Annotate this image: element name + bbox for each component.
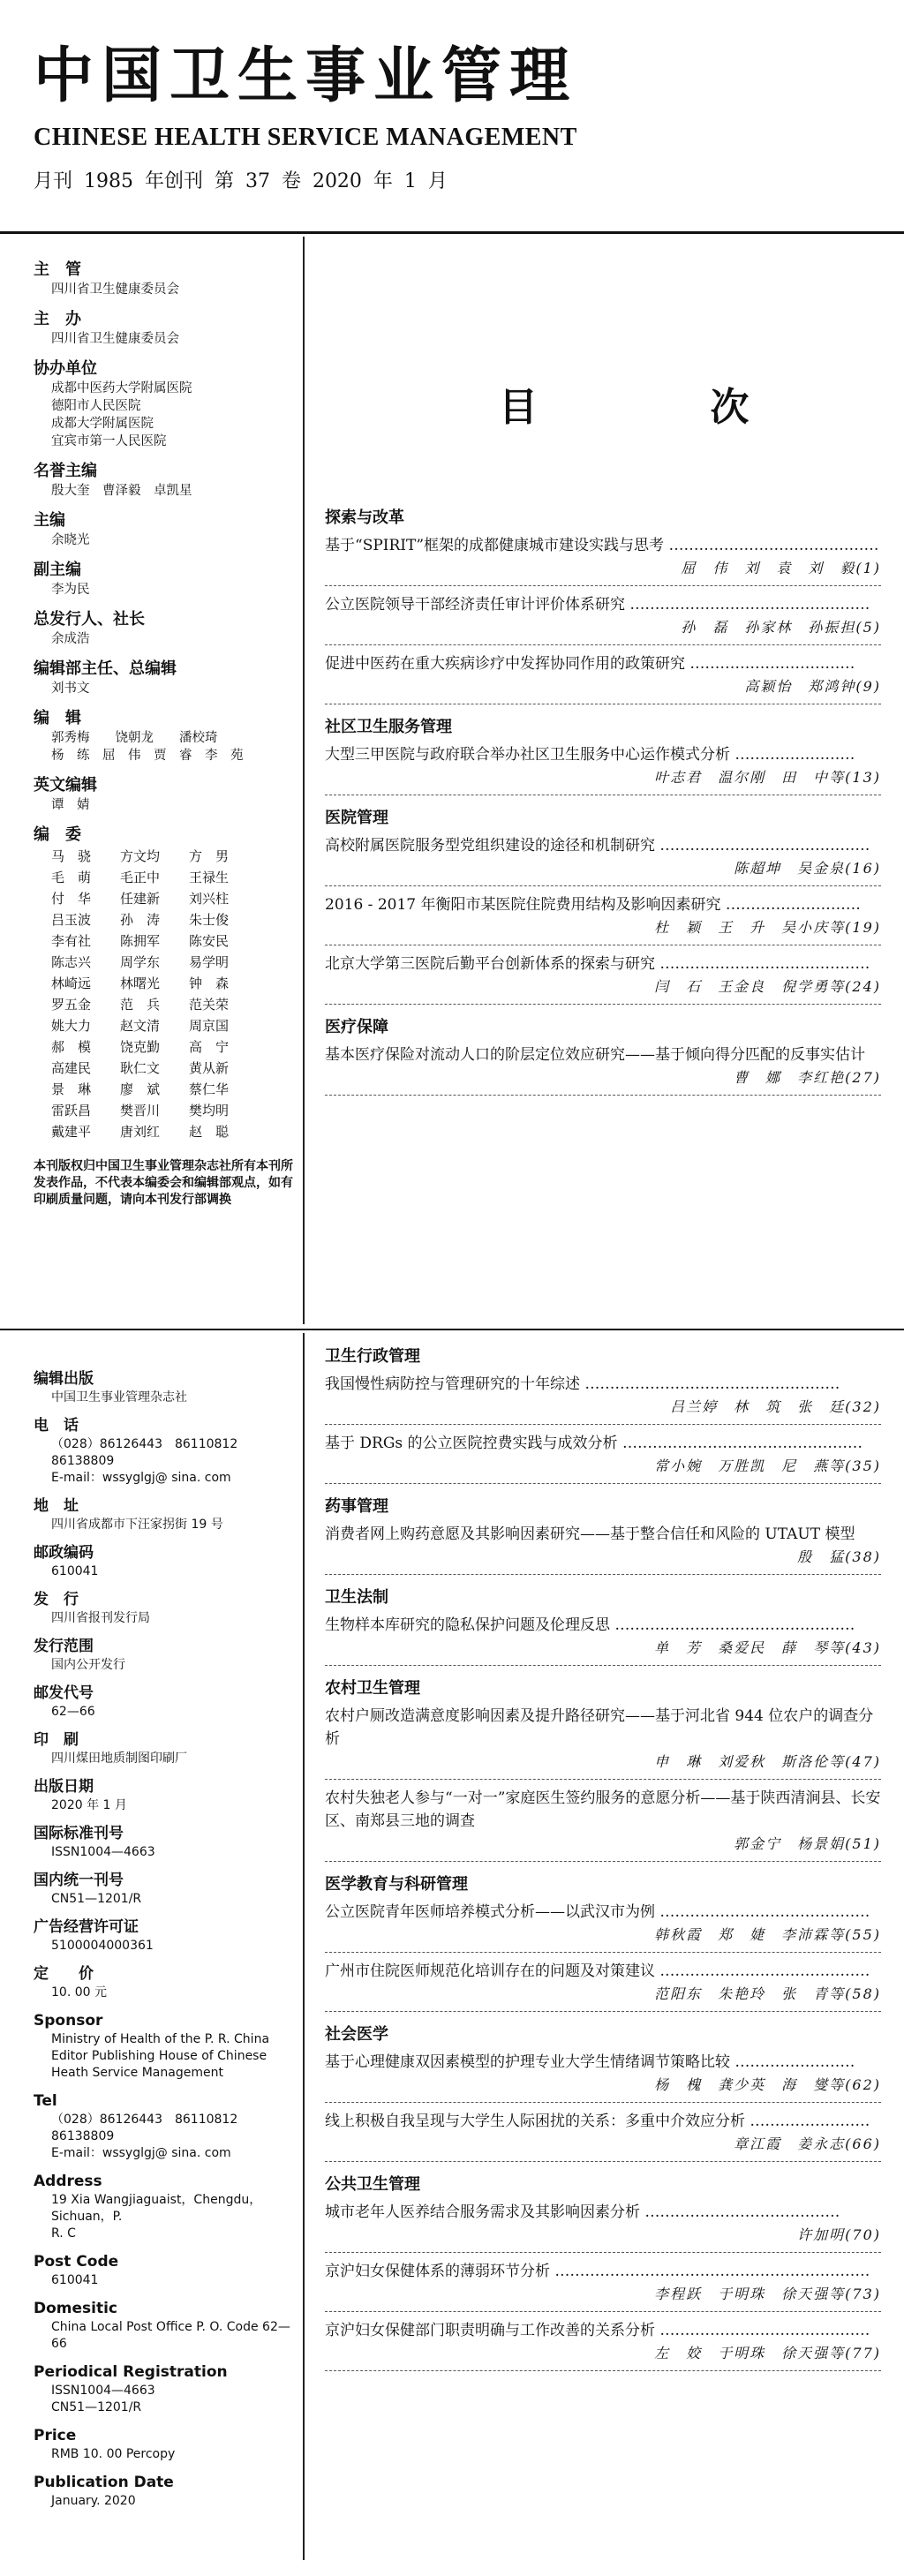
board-label: 编 委 — [34, 825, 81, 844]
info-value: ISSN1004—4663 — [51, 1845, 155, 1859]
article-authors-page: 叶志君 温尔刚 田 中等(13) — [654, 769, 881, 786]
article-title: 消费者网上购药意愿及其影响因素研究——基于整合信任和风险的 UTAUT 模型 — [325, 1525, 855, 1543]
board-member: 毛 萌 — [51, 870, 92, 885]
article-title: 基于心理健康双因素模型的护理专业大学生情绪调节策略比较 …………………… — [325, 2053, 855, 2071]
article-authors-page: 杜 颖 王 升 吴小庆等(19) — [654, 919, 881, 936]
info-value: 19 Xia Wangjiaguaist，Chengdu，Sichuan，P. — [51, 2193, 262, 2224]
info-label: Publication Date — [34, 2474, 174, 2491]
info-value: 四川省报刊发行局 — [51, 1611, 150, 1625]
toc-entry — [325, 743, 881, 789]
article-title: 京沪妇女保健部门职责明确与工作改善的关系分析 …………………………………… — [325, 2322, 870, 2339]
masthead-sidebar — [34, 249, 298, 1209]
entry-separator — [325, 1779, 881, 1780]
article-authors-page: 申 琳 刘爱秋 斯洛伦等(47) — [654, 1753, 881, 1770]
board-member: 朱士俊 — [189, 912, 230, 928]
article-title: 我国慢性病防控与管理研究的十年综述 …………………………………………… — [325, 1375, 840, 1393]
article-title: 京沪妇女保健体系的薄弱环节分析 ……………………………………………………… — [325, 2263, 870, 2280]
info-value: 四川煤田地质制图印刷厂 — [51, 1751, 187, 1766]
toc-section-heading: 社会医学 — [325, 2025, 388, 2044]
entry-separator — [325, 1004, 881, 1005]
toc-entry — [325, 2260, 881, 2306]
info-label: 编辑出版 — [34, 1370, 94, 1388]
entry-separator — [325, 1483, 881, 1484]
article-authors-page: 吕兰婷 林 筑 张 廷(32) — [670, 1398, 881, 1415]
board-member: 樊均明 — [189, 1103, 230, 1119]
info-value: January. 2020 — [51, 2494, 136, 2508]
copyright-note: 本刊版权归中国卫生事业管理杂志社所有本刊所发表作品，不代表本编委会和编辑部观点，如有印刷质量问题，请向本刊发行部调换 — [34, 1159, 293, 1207]
info-value: 成都大学附属医院 — [51, 417, 154, 431]
toc-section-heading: 公共卫生管理 — [325, 2175, 420, 2194]
info-value: Ministry of Health of the P. R. China — [51, 2032, 270, 2046]
info-label: 国际标准刊号 — [34, 1825, 124, 1842]
article-authors-page: 许加明(70) — [797, 2226, 881, 2243]
board-member: 马 骁 — [51, 848, 92, 864]
toc-section-heading: 探索与改革 — [325, 508, 404, 527]
toc-entry — [325, 652, 881, 698]
info-label: 定 价 — [34, 1965, 94, 1983]
article-authors-page: 屈 伟 刘 袁 刘 毅(1) — [681, 560, 881, 576]
article-title: 农村户厕改造满意度影响因素及提升路径研究——基于河北省 944 位农户的调查分析 — [325, 1707, 874, 1748]
board-member: 钟 森 — [189, 975, 230, 991]
info-value: Heath Service Management — [51, 2066, 223, 2080]
board-member: 易学明 — [189, 954, 230, 970]
article-title: 2016 - 2017 年衡阳市某医院住院费用结构及影响因素研究 ……………………… — [325, 896, 861, 914]
entry-separator — [325, 585, 881, 586]
toc-entry — [325, 2051, 881, 2097]
column-divider-top — [303, 237, 305, 1324]
toc-entry — [325, 593, 881, 639]
editorial-board-list — [34, 846, 298, 1142]
toc-section-heading: 医院管理 — [325, 809, 388, 827]
article-authors-page: 左 姣 于明珠 徐天强等(77) — [654, 2345, 881, 2361]
toc-section-heading: 医疗保障 — [325, 1018, 388, 1036]
publication-info-sidebar — [34, 1360, 298, 2510]
toc-entry — [325, 1043, 881, 1089]
info-value: 余晓光 — [51, 533, 90, 547]
article-title: 公立医院领导干部经济责任审计评价体系研究 ………………………………………… — [325, 596, 870, 614]
toc-title: 目 次 — [499, 385, 829, 430]
info-value: 10. 00 元 — [51, 1985, 107, 2000]
article-authors-page: 单 芳 桑爱民 薛 琴等(43) — [654, 1639, 881, 1656]
toc-entry — [325, 1705, 881, 1774]
board-member: 唐刘红 — [120, 1124, 161, 1140]
entry-separator — [325, 644, 881, 645]
info-value: Editor Publishing House of Chinese — [51, 2049, 267, 2063]
board-member: 饶克勤 — [120, 1039, 161, 1055]
info-value: 余成浩 — [51, 632, 90, 646]
board-member: 任建新 — [120, 891, 161, 907]
board-member: 黄从新 — [189, 1060, 230, 1076]
article-title: 线上积极自我呈现与大学生人际困扰的关系：多重中介效应分析 …………………… — [325, 2113, 870, 2130]
info-label: Domesitic — [34, 2300, 118, 2317]
board-member: 姚大力 — [51, 1018, 92, 1034]
toc-entry — [325, 953, 881, 998]
board-member: 方文均 — [120, 848, 161, 864]
column-divider-bottom — [303, 1333, 305, 2560]
board-member: 耿仁文 — [120, 1060, 161, 1076]
article-title: 基于 DRGs 的公立医院控费实践与成效分析 ………………………………………… — [325, 1435, 863, 1452]
info-value: 62—66 — [51, 1705, 95, 1719]
info-label: 编辑部主任、总编辑 — [34, 659, 177, 678]
info-label: 出版日期 — [34, 1778, 94, 1796]
article-title: 基于“SPIRIT”框架的成都健康城市建设实践与思考 …………………………………… — [325, 537, 879, 554]
entry-separator — [325, 1665, 881, 1666]
article-authors-page: 常小婉 万胜凯 尼 燕等(35) — [654, 1457, 881, 1474]
board-member: 刘兴柱 — [189, 891, 230, 907]
article-title: 城市老年人医养结合服务需求及其影响因素分析 ………………………………… — [325, 2203, 840, 2221]
info-value: ISSN1004—4663 — [51, 2384, 155, 2398]
toc-entry — [325, 2201, 881, 2247]
toc-entry — [325, 834, 881, 880]
article-authors-page: 殷 猛(38) — [797, 1548, 881, 1565]
toc-section-heading: 农村卫生管理 — [325, 1679, 420, 1698]
info-label: Post Code — [34, 2253, 119, 2271]
toc-section-heading: 医学教育与科研管理 — [325, 1875, 468, 1894]
entry-separator — [325, 885, 881, 886]
info-value: RMB 10. 00 Percopy — [51, 2447, 176, 2461]
info-value: CN51—1201/R — [51, 1892, 142, 1906]
board-member: 林曙光 — [120, 975, 161, 991]
info-label: Address — [34, 2173, 102, 2190]
toc-top-column — [325, 508, 881, 1103]
article-authors-page: 李程跃 于明珠 徐天强等(73) — [654, 2286, 881, 2302]
info-value: 谭 婧 — [51, 798, 90, 812]
board-member: 陈志兴 — [51, 954, 92, 970]
toc-bottom-column — [325, 1346, 881, 2378]
article-authors-page: 章江霞 姜永志(66) — [734, 2135, 881, 2152]
info-value: 刘书文 — [51, 682, 90, 696]
article-authors-page: 孙 磊 孙家林 孙振担(5) — [681, 619, 881, 636]
article-authors-page: 范阳东 朱艳玲 张 青等(58) — [654, 1985, 881, 2002]
info-value: 成都中医药大学附属医院 — [51, 381, 192, 395]
entry-separator — [325, 1424, 881, 1425]
info-label: 邮发代号 — [34, 1684, 94, 1702]
entry-separator — [325, 2102, 881, 2103]
info-value: 殷大奎 曹泽毅 卓凯星 — [51, 484, 192, 498]
article-title: 公立医院青年医师培养模式分析——以武汉市为例 …………………………………… — [325, 1903, 870, 1921]
info-value: 610041 — [51, 1564, 99, 1578]
info-value: E-mail：wssyglgj@ sina. com — [51, 1471, 231, 1485]
info-label: 发 行 — [34, 1591, 79, 1608]
info-value: 李为民 — [51, 583, 90, 597]
info-label: 发行范围 — [34, 1638, 94, 1655]
info-value: 66 — [51, 2337, 67, 2351]
toc-section-heading: 社区卫生服务管理 — [325, 718, 452, 736]
info-value: 德阳市人民医院 — [51, 399, 141, 413]
info-label: Periodical Registration — [34, 2363, 228, 2381]
toc-entry — [325, 1960, 881, 2006]
info-value: 2020 年 1 月 — [51, 1798, 127, 1812]
info-value: 杨 练 屈 伟 贾 睿 李 苑 — [51, 749, 244, 763]
info-label: Sponsor — [34, 2012, 103, 2030]
journal-title-en: CHINESE HEALTH SERVICE MANAGEMENT — [34, 124, 577, 151]
board-member: 蔡仁华 — [189, 1081, 230, 1097]
toc-entry — [325, 1901, 881, 1947]
article-authors-page: 郭金宁 杨景娟(51) — [734, 1835, 881, 1852]
info-label: 印 刷 — [34, 1731, 79, 1749]
board-member: 付 华 — [51, 891, 92, 907]
article-authors-page: 曹 娜 李红艳(27) — [734, 1069, 881, 1086]
entry-separator — [325, 2311, 881, 2312]
middle-rule — [0, 1329, 904, 1330]
info-label: 主编 — [34, 511, 65, 530]
board-member: 范 兵 — [120, 997, 161, 1013]
article-title: 基本医疗保险对流动人口的阶层定位效应研究——基于倾向得分匹配的反事实估计 — [325, 1046, 865, 1064]
entry-separator — [325, 1952, 881, 1953]
info-value: 四川省成都市下汪家拐街 19 号 — [51, 1518, 223, 1532]
masthead — [34, 42, 881, 193]
info-value: 宜宾市第一人民医院 — [51, 434, 167, 448]
entry-separator — [325, 1861, 881, 1862]
info-label: 主 办 — [34, 310, 81, 328]
info-label: 国内统一刊号 — [34, 1872, 124, 1889]
board-member: 孙 涛 — [120, 912, 161, 928]
toc-section-heading: 药事管理 — [325, 1497, 388, 1516]
article-title: 大型三甲医院与政府联合举办社区卫生服务中心运作模式分析 …………………… — [325, 746, 855, 764]
info-value: 四川省卫生健康委员会 — [51, 332, 179, 346]
info-value: E-mail：wssyglgj@ sina. com — [51, 2146, 231, 2160]
info-label: 英文编辑 — [34, 776, 97, 795]
board-member: 陈拥军 — [120, 933, 161, 949]
board-member: 吕玉波 — [51, 912, 92, 928]
info-label: 电 话 — [34, 1417, 79, 1435]
toc-entry — [325, 1787, 881, 1856]
toc-section-heading: 卫生行政管理 — [325, 1347, 420, 1366]
board-member: 戴建平 — [51, 1124, 92, 1140]
board-member: 林崎远 — [51, 975, 92, 991]
info-label: 主 管 — [34, 260, 81, 279]
info-label: 名誉主编 — [34, 462, 97, 480]
info-label: Tel — [34, 2092, 57, 2110]
entry-separator — [325, 2161, 881, 2162]
toc-entry — [325, 1373, 881, 1419]
entry-separator — [325, 2011, 881, 2012]
article-title: 促进中医药在重大疾病诊疗中发挥协同作用的政策研究 …………………………… — [325, 655, 855, 673]
entry-separator — [325, 2370, 881, 2371]
board-member: 罗五金 — [51, 997, 92, 1013]
info-value: 610041 — [51, 2273, 99, 2287]
info-value: 中国卫生事业管理杂志社 — [51, 1390, 187, 1405]
board-member: 高建民 — [51, 1060, 92, 1076]
info-value: R. C — [51, 2226, 76, 2241]
board-member: 周学东 — [120, 954, 161, 970]
issue-line: 月刊 1985 年创刊 第 37 卷 2020 年 1 月 — [34, 170, 448, 192]
toc-entry — [325, 1523, 881, 1569]
board-member: 雷跃昌 — [51, 1103, 92, 1119]
board-member: 方 男 — [189, 848, 230, 864]
info-label: 编 辑 — [34, 709, 81, 727]
info-value: （028）86126443 86110812 86138809 — [51, 1437, 251, 1468]
top-rule — [0, 231, 904, 234]
article-title: 广州市住院医师规范化培训存在的问题及对策建议 …………………………………… — [325, 1962, 870, 1980]
article-title: 农村失独老人参与“一对一”家庭医生签约服务的意愿分析——基于陕西清涧县、长安区、南郑县三地的调查 — [325, 1789, 881, 1830]
board-member: 范关荣 — [189, 997, 230, 1013]
article-title: 北京大学第三医院后勤平台创新体系的探索与研究 …………………………………… — [325, 955, 870, 973]
board-member: 毛正中 — [120, 870, 161, 885]
info-value: （028）86126443 86110812 86138809 — [51, 2113, 251, 2143]
board-member: 周京国 — [189, 1018, 230, 1034]
toc-entry — [325, 2319, 881, 2365]
info-label: 广告经营许可证 — [34, 1918, 139, 1936]
article-title: 高校附属医院服务型党组织建设的途径和机制研究 …………………………………… — [325, 837, 870, 855]
toc-section-heading: 卫生法制 — [325, 1588, 388, 1607]
board-member: 廖 斌 — [120, 1081, 161, 1097]
board-member: 李有社 — [51, 933, 92, 949]
entry-separator — [325, 1574, 881, 1575]
article-authors-page: 闫 石 王金良 倪学勇等(24) — [654, 978, 881, 995]
toc-entry — [325, 2110, 881, 2156]
entry-separator — [325, 1095, 881, 1096]
board-member: 陈安民 — [189, 933, 230, 949]
info-label: 协办单位 — [34, 359, 97, 378]
toc-entry — [325, 893, 881, 939]
info-value: 四川省卫生健康委员会 — [51, 282, 179, 297]
toc-entry — [325, 1432, 881, 1478]
article-authors-page: 杨 槐 龚少英 海 燮等(62) — [654, 2076, 881, 2093]
info-value: China Local Post Office P. O. Code 62— — [51, 2320, 290, 2334]
info-label: Price — [34, 2427, 77, 2444]
info-value: 郭秀梅 饶朝龙 潘校琦 — [51, 731, 218, 745]
board-member: 高 宁 — [189, 1039, 230, 1055]
journal-title-cn: 中国卫生事业管理 — [34, 41, 578, 111]
info-label: 副主编 — [34, 561, 81, 579]
article-authors-page: 韩秋霞 郑 婕 李沛霖等(55) — [654, 1926, 881, 1943]
article-title: 生物样本库研究的隐私保护问题及伦理反思 ………………………………………… — [325, 1616, 855, 1634]
entry-separator — [325, 2252, 881, 2253]
board-member: 樊晋川 — [120, 1103, 161, 1119]
toc-entry — [325, 1614, 881, 1660]
info-value: 5100004000361 — [51, 1939, 154, 1953]
board-member: 赵 聪 — [189, 1124, 230, 1140]
board-member: 赵文清 — [120, 1018, 161, 1034]
board-member: 郝 模 — [51, 1039, 92, 1055]
info-label: 地 址 — [34, 1497, 79, 1515]
board-member: 王禄生 — [189, 870, 230, 885]
info-value: 国内公开发行 — [51, 1658, 125, 1672]
article-authors-page: 高颖怡 郑鸿钟(9) — [744, 678, 881, 695]
info-value: CN51—1201/R — [51, 2400, 142, 2414]
article-authors-page: 陈超坤 吴金泉(16) — [734, 860, 881, 877]
info-label: 邮政编码 — [34, 1544, 94, 1562]
info-label: 总发行人、社长 — [34, 610, 145, 629]
board-member: 景 琳 — [51, 1081, 92, 1097]
toc-entry — [325, 534, 881, 580]
